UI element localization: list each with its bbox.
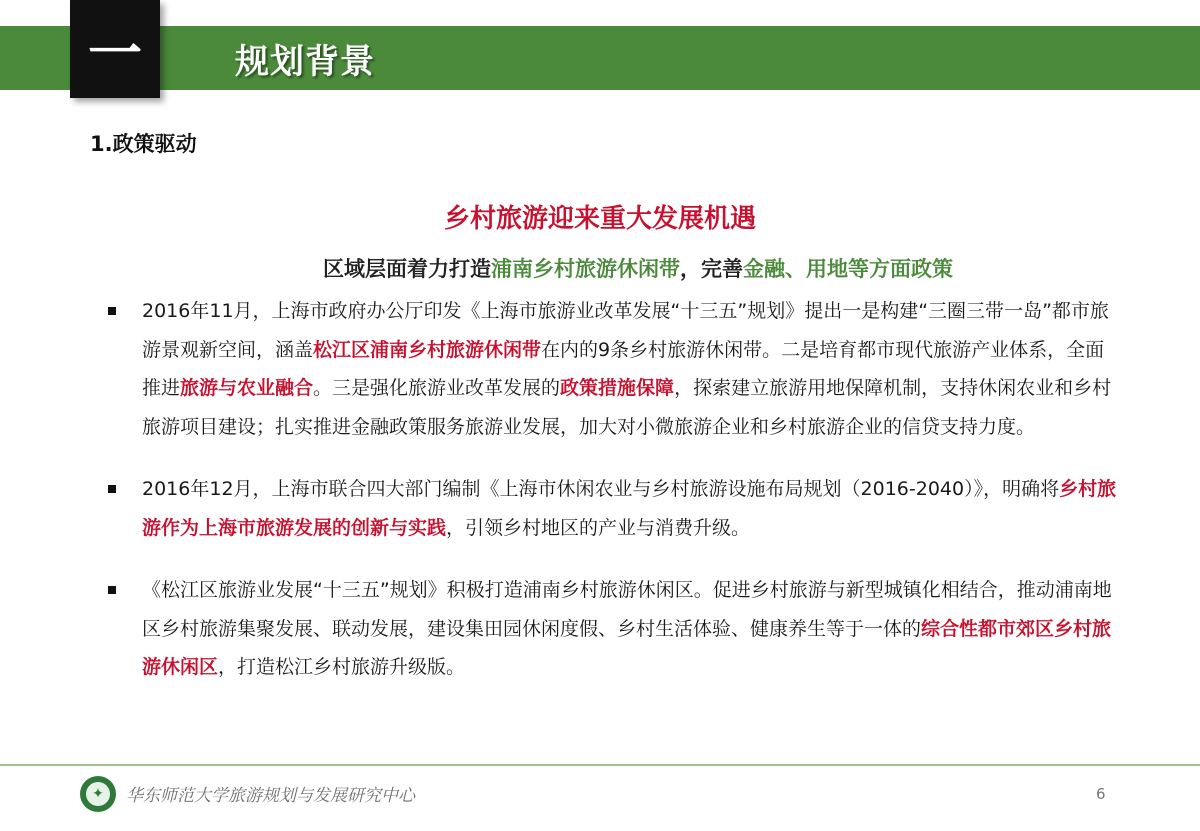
bullet-square-icon (108, 586, 116, 594)
bullet-1-highlight-1: 松江区浦南乡村旅游休闲带 (313, 338, 542, 361)
tagline-part-1: 区域层面着力打造 (323, 257, 491, 281)
bullet-item-3 (108, 571, 1118, 687)
university-seal-icon: ✦ (80, 776, 116, 812)
footer-divider (0, 764, 1200, 766)
bullet-item-2 (108, 470, 1118, 547)
main-title: 乡村旅游迎来重大发展机遇 (443, 204, 756, 234)
bullet-list (108, 292, 1118, 687)
bullet-3-highlight-1: 综合性都市郊区乡村旅游休闲区 (142, 617, 1112, 678)
bullet-3-text: 《松江区旅游业发展“十三五”规划》积极打造浦南乡村旅游休闲区。促进乡村旅游与新型城镇化相结合，推动浦南地区乡村旅游集聚发展、联动发展，建设集田园休闲度假、乡村生活体验、健康养生等于一体的 (142, 579, 1112, 640)
bullet-1-text-4: ，探索建立旅游用地保障机制，支持休闲农业和乡村旅游项目建设；扎实推进金融政策服务旅游业发展，加大对小微旅游企业和乡村旅游企业的信贷支持力度。 (142, 377, 1112, 438)
bullet-3-text-2: ，打造松江乡村旅游升级版。 (218, 656, 466, 678)
tagline-highlight-1: 浦南乡村旅游休闲带 (491, 257, 680, 281)
tagline-highlight-2: 金融、用地等方面政策 (743, 257, 953, 281)
bullet-square-icon (108, 307, 116, 315)
tagline-part-2: ，完善 (680, 257, 743, 281)
bullet-1-highlight-3: 政策措施保障 (560, 377, 675, 399)
page-number: 6 (1096, 785, 1106, 803)
section-number: 一 (88, 21, 142, 85)
bullet-2-text-2: ，引领乡村地区的产业与消费升级。 (446, 516, 751, 539)
bullet-item-1 (108, 292, 1118, 446)
subheading: 1.政策驱动 (90, 132, 197, 156)
bullet-square-icon (108, 485, 116, 493)
bullet-2-text: 2016年12月，上海市联合四大部门编制《上海市休闲农业与乡村旅游设施布局规划（2016-2040）》，明确将 (142, 478, 1060, 500)
bullet-1-text: 2016年11月，上海市政府办公厅印发《上海市旅游业改革发展“十三五”规划》提出一是构建“三圈三带一岛”都市旅游景观新空间，涵盖 (142, 300, 1109, 361)
tagline (0, 253, 1200, 283)
section-title: 规划背景 (235, 41, 375, 82)
header-band (0, 26, 1200, 90)
bullet-1-text-3: 。三是强化旅游业改革发展的 (313, 377, 561, 399)
bullet-1-highlight-2: 旅游与农业融合 (180, 377, 314, 399)
bullet-1-text-2: 在内的9条乡村旅游休闲带。二是培育都市现代旅游产业体系，全面推进 (142, 338, 1105, 399)
footer-organization: 华东师范大学旅游规划与发展研究中心 (126, 786, 415, 806)
bullet-2-highlight-1: 乡村旅游作为上海市旅游发展的创新与实践 (142, 478, 1117, 539)
section-number-box (70, 0, 160, 98)
